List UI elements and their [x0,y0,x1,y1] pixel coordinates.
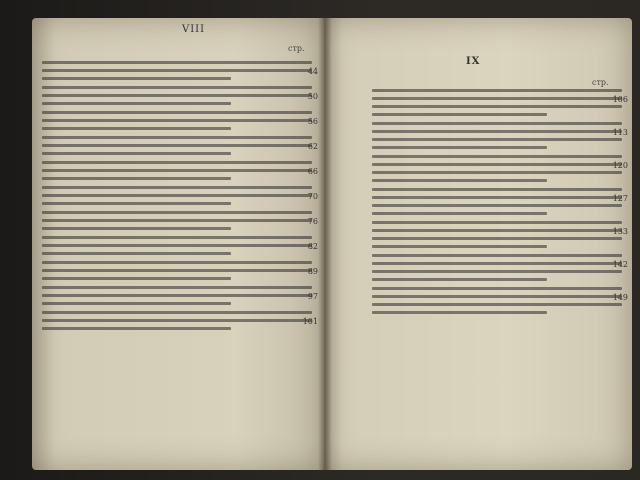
toc-text-line [42,119,312,122]
toc-page-number: 127 [612,194,628,203]
toc-entry [42,61,318,80]
toc-text-line [372,171,622,174]
toc-entry [372,188,628,215]
toc-text-line [372,196,622,199]
toc-text-line [42,311,312,314]
toc-text-line [42,236,312,239]
toc-text-line [372,89,622,92]
toc-entry [42,211,318,230]
left-page-column-label: стр. [288,44,305,53]
open-book [32,18,632,470]
toc-text-line [372,97,622,100]
toc-text-line [42,61,312,64]
toc-entry [372,89,628,116]
toc-page-number: 120 [612,161,628,170]
toc-text-line [42,294,312,297]
toc-text-line [372,105,622,108]
toc-text-line [372,278,547,281]
toc-page-number: 106 [612,95,628,104]
toc-text-line [42,219,312,222]
toc-text-line [372,212,547,215]
toc-text-line [42,194,312,197]
toc-text-line [372,229,622,232]
toc-page-number: 149 [612,293,628,302]
toc-text-line [372,146,547,149]
toc-text-line [42,177,231,180]
toc-page-number: 56 [307,117,318,126]
toc-text-line [42,227,231,230]
toc-entry [372,155,628,182]
toc-page-number: 76 [307,217,318,226]
toc-text-line [42,277,231,280]
toc-text-line [42,144,312,147]
toc-entry [42,261,318,280]
toc-entry [372,122,628,149]
toc-text-line [42,261,312,264]
toc-page-number: 50 [307,92,318,101]
toc-text-line [42,269,312,272]
toc-text-line [42,77,231,80]
toc-text-line [372,122,622,125]
toc-text-line [42,252,231,255]
toc-page-number: 62 [307,142,318,151]
toc-text-line [372,287,622,290]
toc-entry [372,254,628,281]
toc-text-line [372,295,622,298]
toc-text-line [42,244,312,247]
toc-text-line [372,155,622,158]
toc-page-number: 113 [612,128,628,137]
toc-text-line [42,327,231,330]
toc-text-line [372,130,622,133]
toc-text-line [372,262,622,265]
right-page [324,18,632,470]
toc-text-line [42,127,231,130]
toc-text-line [372,245,547,248]
toc-text-line [42,169,312,172]
toc-entry [42,236,318,255]
toc-entry [372,287,628,314]
toc-entry [42,186,318,205]
toc-text-line [372,138,622,141]
toc-text-line [372,113,547,116]
toc-text-line [372,204,622,207]
toc-text-line [372,188,622,191]
toc-text-line [42,286,312,289]
right-toc [372,84,628,320]
toc-entry [42,161,318,180]
toc-page-number: 66 [307,167,318,176]
right-page-number: IX [466,56,481,67]
toc-text-line [42,302,231,305]
toc-text-line [372,303,622,306]
left-toc [42,56,318,336]
toc-text-line [42,136,312,139]
toc-page-number: 44 [307,67,318,76]
toc-text-line [42,111,312,114]
toc-entry [42,111,318,130]
toc-text-line [372,237,622,240]
toc-text-line [42,319,312,322]
toc-text-line [372,221,622,224]
toc-text-line [372,179,547,182]
toc-text-line [372,270,622,273]
left-page-number: VIII [182,24,206,35]
right-page-column-label: стр. [592,78,609,87]
toc-text-line [372,311,547,314]
toc-page-number: 82 [307,242,318,251]
toc-page-number: 101 [302,317,318,326]
toc-entry [372,221,628,248]
toc-text-line [42,202,231,205]
toc-entry [42,86,318,105]
toc-page-number: 97 [307,292,318,301]
toc-text-line [42,102,231,105]
toc-text-line [42,152,231,155]
left-page [32,18,324,470]
toc-text-line [42,94,312,97]
toc-text-line [42,86,312,89]
toc-entry [42,286,318,305]
toc-page-number: 70 [307,192,318,201]
toc-page-number: 89 [307,267,318,276]
toc-text-line [42,211,312,214]
toc-text-line [42,161,312,164]
toc-text-line [42,186,312,189]
toc-text-line [42,69,312,72]
toc-entry [42,311,318,330]
toc-text-line [372,254,622,257]
toc-text-line [372,163,622,166]
toc-page-number: 142 [612,260,628,269]
book-gutter [318,18,332,470]
toc-entry [42,136,318,155]
toc-page-number: 133 [612,227,628,236]
